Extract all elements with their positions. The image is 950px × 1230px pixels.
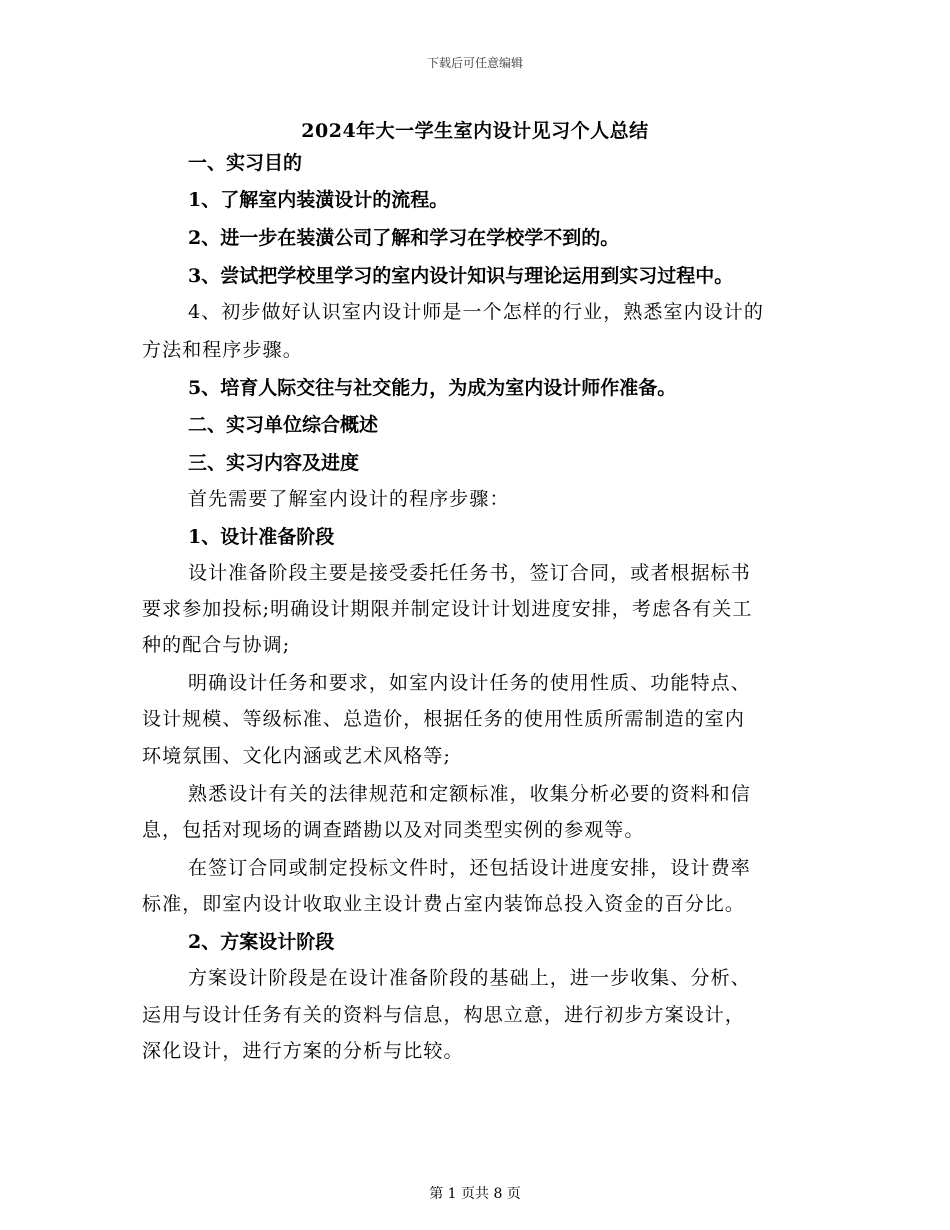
- stage-2-para-1-line-1: 方案设计阶段是在设计准备阶段的基础上，进一步收集、分析、: [188, 967, 751, 989]
- purpose-item-4-line-2: 方法和程序步骤。: [142, 339, 303, 361]
- stage-1-para-2-line-1: 明确设计任务和要求，如室内设计任务的使用性质、功能特点、: [188, 672, 751, 694]
- stage-1-para-2-line-3: 环境氛围、文化内涵或艺术风格等;: [142, 745, 452, 767]
- stage-1-para-3-line-2: 息，包括对现场的调查踏勘以及对同类型实例的参观等。: [142, 819, 645, 841]
- intro-paragraph: 首先需要了解室内设计的程序步骤：: [188, 488, 510, 510]
- stage-2-heading: 2、方案设计阶段: [188, 931, 335, 953]
- stage-1-para-1-line-3: 种的配合与协调;: [142, 634, 291, 656]
- purpose-item-2: 2、进一步在装潢公司了解和学习在学校学不到的。: [188, 227, 620, 249]
- heading-content-progress: 三、实习内容及进度: [188, 452, 360, 474]
- header-note: 下载后可任意编辑: [426, 56, 523, 70]
- purpose-item-1: 1、了解室内装潢设计的流程。: [188, 189, 449, 211]
- purpose-item-3: 3、尝试把学校里学习的室内设计知识与理论运用到实习过程中。: [188, 265, 734, 287]
- stage-1-heading: 1、设计准备阶段: [188, 526, 335, 548]
- document-title: 2024年大一学生室内设计见习个人总结: [301, 120, 649, 142]
- stage-2-para-1-line-3: 深化设计，进行方案的分析与比较。: [142, 1040, 464, 1062]
- purpose-item-5: 5、培育人际交往与社交能力，为成为室内设计师作准备。: [188, 377, 677, 399]
- stage-1-para-1-line-2: 要求参加投标;明确设计期限并制定设计计划进度安排，考虑各有关工: [142, 598, 753, 620]
- stage-1-para-4-line-1: 在签订合同或制定投标文件时，还包括设计进度安排，设计费率: [188, 857, 751, 879]
- stage-1-para-2-line-2: 设计规模、等级标准、总造价，根据任务的使用性质所需制造的室内: [142, 708, 746, 730]
- stage-1-para-3-line-1: 熟悉设计有关的法律规范和定额标准，收集分析必要的资料和信: [188, 783, 751, 805]
- heading-purpose: 一、实习目的: [188, 152, 303, 174]
- stage-1-para-1-line-1: 设计准备阶段主要是接受委托任务书，签订合同，或者根据标书: [188, 562, 751, 584]
- stage-1-para-4-line-2: 标准，即室内设计收取业主设计费占室内装饰总投入资金的百分比。: [142, 893, 746, 915]
- page-footer: 第 1 页共 8 页: [429, 1186, 521, 1202]
- heading-unit-overview: 二、实习单位综合概述: [188, 414, 379, 436]
- stage-2-para-1-line-2: 运用与设计任务有关的资料与信息，构思立意，进行初步方案设计，: [142, 1004, 746, 1026]
- purpose-item-4-line-1: 4、初步做好认识室内设计师是一个怎样的行业，熟悉室内设计的: [188, 301, 764, 323]
